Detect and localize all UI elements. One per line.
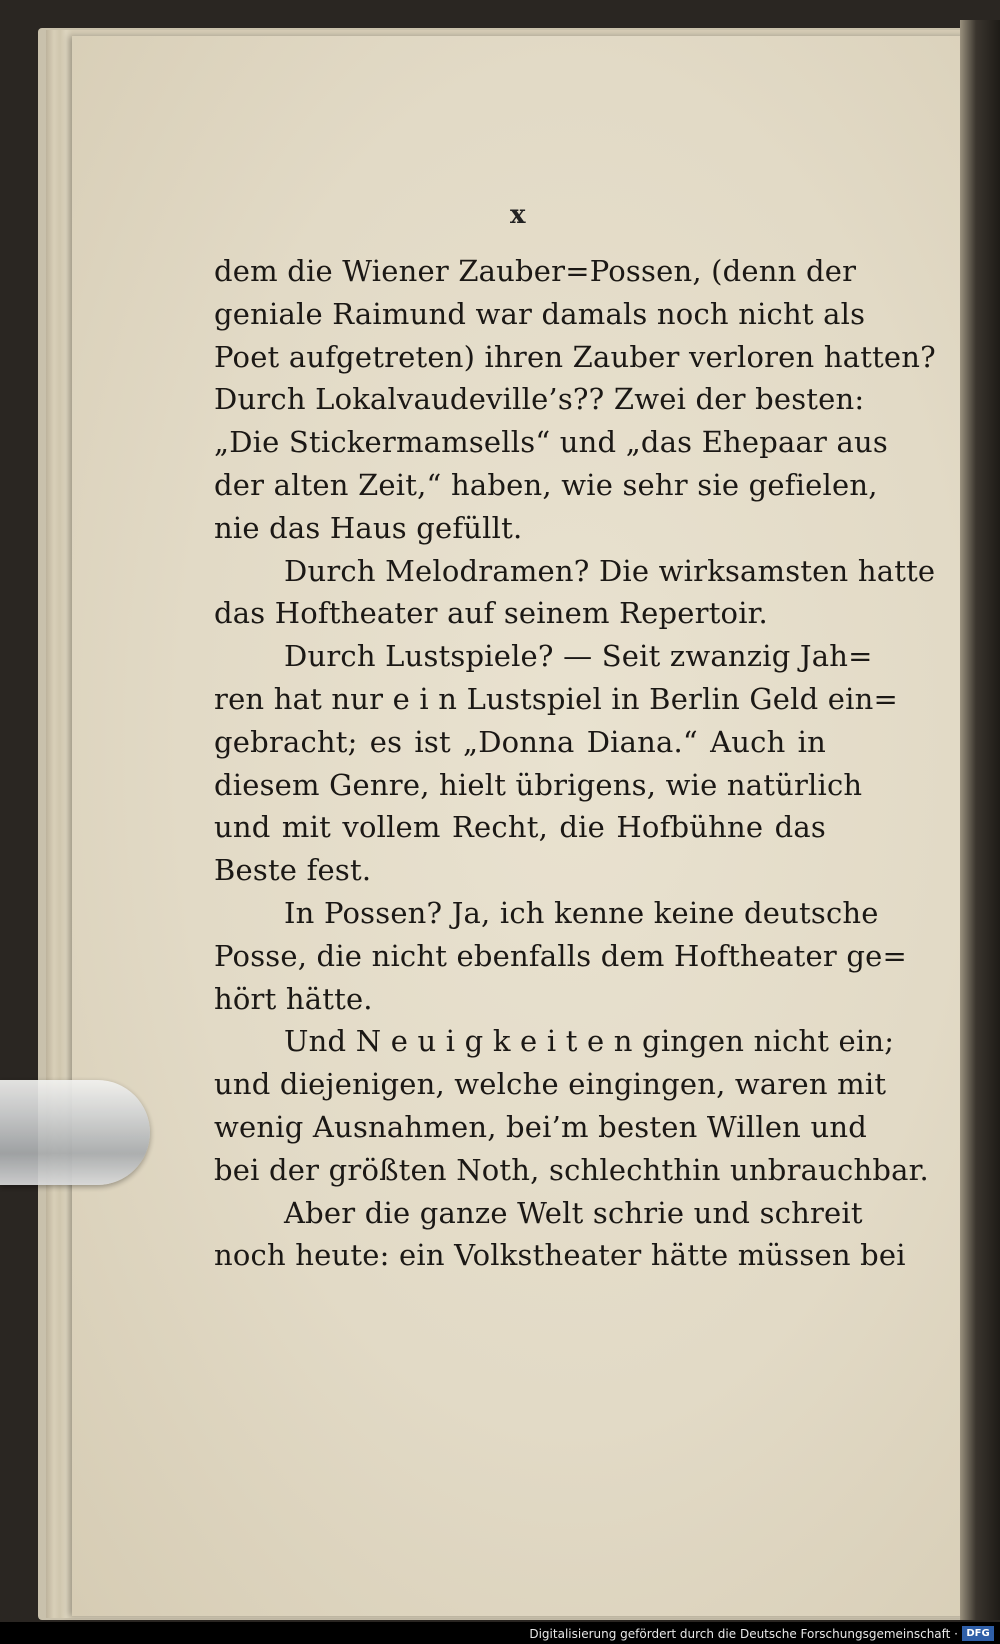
text-line: Poet aufgetreten) ihren Zauber verloren hatten? — [214, 339, 936, 374]
text-line: Und N e u i g k e i t e n gingen nicht ein; — [284, 1024, 895, 1059]
text-line: und mit vollem Recht, die Hofbühne das — [214, 810, 826, 845]
text-line: „Die Stickermamsells“ und „das Ehepaar aus — [214, 425, 888, 460]
text-line: In Possen? Ja, ich kenne keine deutsche — [284, 895, 879, 930]
text-line: Aber die ganze Welt schrie und schreit — [284, 1195, 863, 1230]
text-line: noch heute: ein Volkstheater hätte müssen bei — [214, 1238, 906, 1273]
text-line: bei der größten Noth, schlechthin unbrauchbar. — [214, 1152, 929, 1187]
text-line: hört hätte. — [214, 981, 373, 1016]
text-line: geniale Raimund war damals noch nicht als — [214, 296, 866, 331]
page-number: x — [510, 200, 526, 230]
text-line: diesem Genre, hielt übrigens, wie natürlich — [214, 767, 863, 802]
text-line: dem die Wiener Zauber=Possen, (denn der — [214, 254, 857, 288]
text-line: gebracht; es ist „Donna Diana.“ Auch in — [214, 724, 826, 759]
text-line: Durch Lustspiele? — Seit zwanzig Jah= — [284, 639, 873, 674]
digitization-footer — [0, 1622, 1000, 1644]
text-line: wenig Ausnahmen, bei’m besten Willen und — [214, 1109, 867, 1144]
text-line: Posse, die nicht ebenfalls dem Hoftheater ge= — [214, 938, 907, 973]
text-line: Durch Lokalvaudeville’s?? Zwei der besten: — [214, 382, 865, 417]
page-holder-clip — [0, 1080, 150, 1185]
footer-credit: Digitalisierung gefördert durch die Deutsche Forschungsgemeinschaft · — [529, 1627, 958, 1641]
dfg-logo: DFG — [962, 1626, 994, 1641]
text-line: nie das Haus gefüllt. — [214, 510, 523, 545]
book-gutter — [960, 20, 1000, 1620]
text-line: das Hoftheater auf seinem Repertoir. — [214, 596, 768, 631]
body-text — [214, 250, 936, 1277]
text-line: ren hat nur e i n Lustspiel in Berlin Geld ein= — [214, 681, 898, 716]
text-line: Durch Melodramen? Die wirksamsten hatte — [284, 553, 936, 588]
text-line: Beste fest. — [214, 853, 372, 888]
text-line: und diejenigen, welche eingingen, waren mit — [214, 1067, 887, 1102]
text-line: der alten Zeit,“ haben, wie sehr sie gefielen, — [214, 467, 878, 502]
